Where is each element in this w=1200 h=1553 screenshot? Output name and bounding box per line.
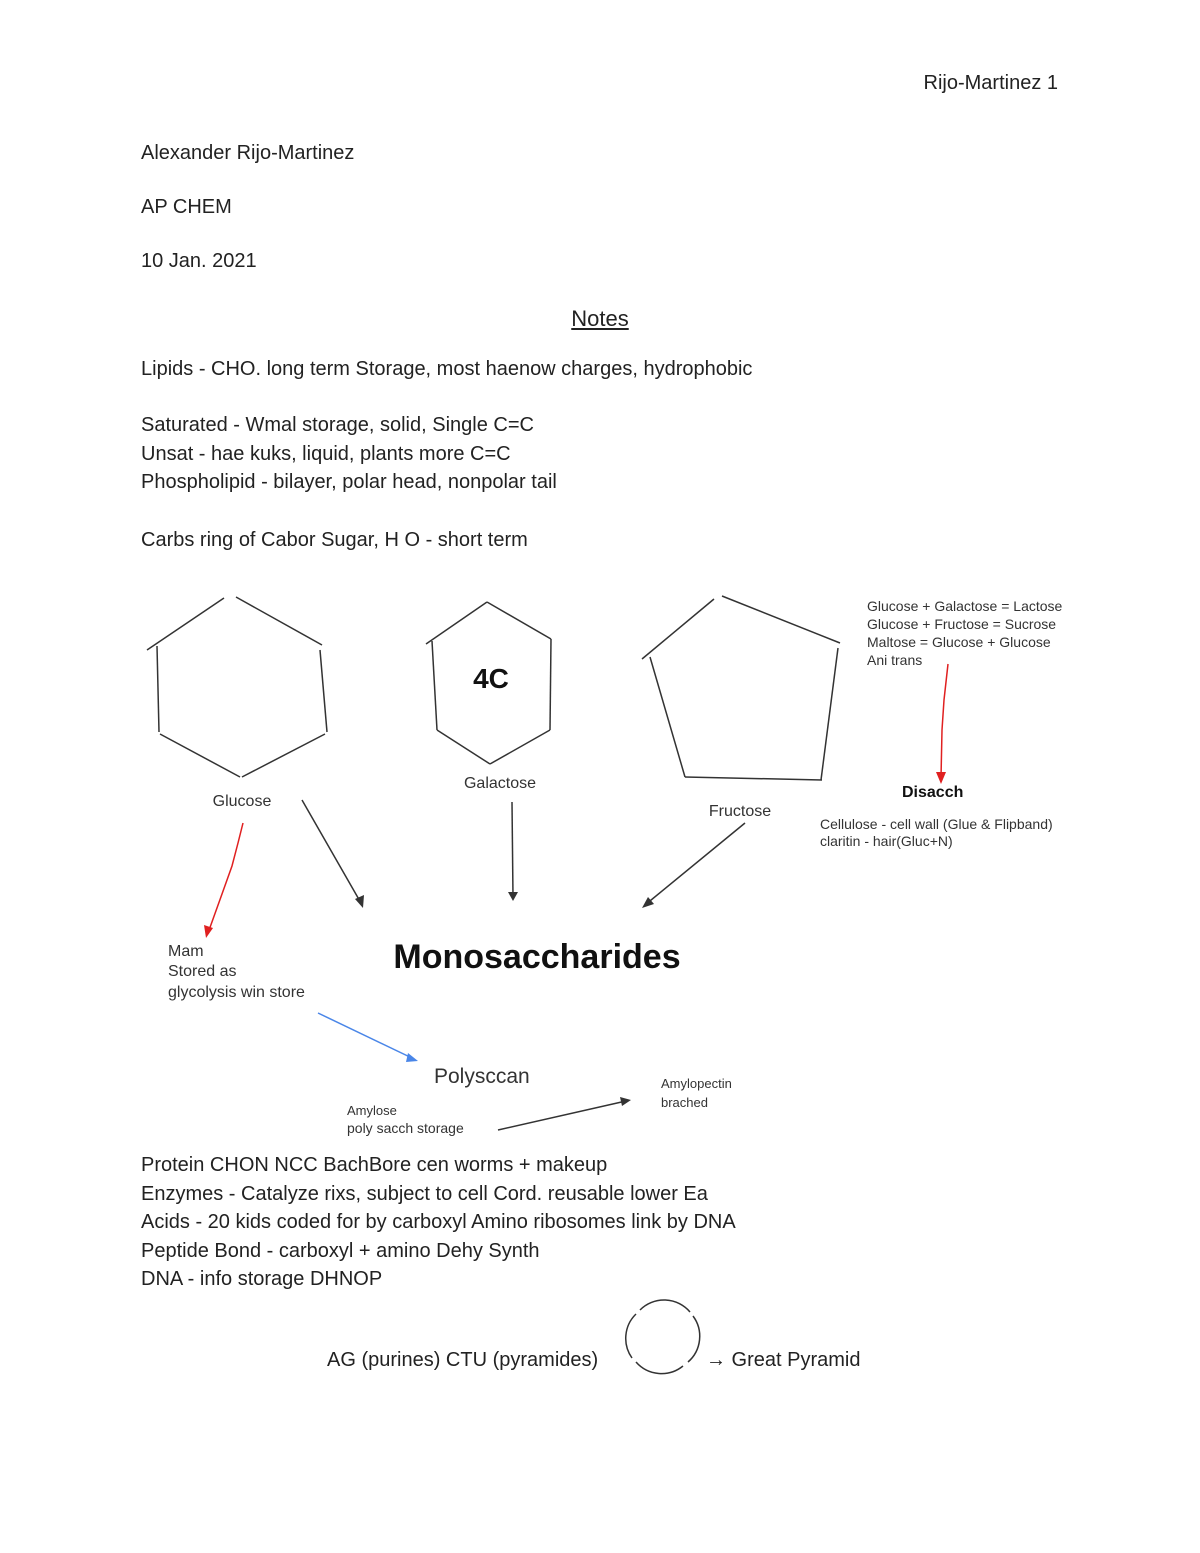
monosaccharides-label: Monosaccharides — [393, 938, 681, 976]
disacch-label: Disacch — [902, 784, 964, 801]
fructose-label: Fructose — [708, 803, 772, 820]
page-title-text: Notes — [571, 306, 629, 331]
author-name: Alexander Rijo-Martinez — [141, 142, 355, 164]
amylose-note-2: poly sacch storage — [347, 1120, 464, 1136]
great-pyramid-text: → Great Pyramid — [706, 1349, 861, 1371]
polysccan-label: Polysccan — [434, 1065, 530, 1088]
page-header-label: Rijo-Martinez 1 — [923, 72, 1058, 94]
disacch-note-2: Glucose + Fructose = Sucrose — [867, 616, 1057, 632]
glucose-label: Glucose — [212, 793, 272, 810]
fructose-to-mono-arrow — [642, 823, 745, 908]
protein-line-3: Acids - 20 kids coded for by carboxyl Amino ribosomes link by DNA — [141, 1211, 736, 1233]
protein-line-2: Enzymes - Catalyze rixs, subject to cell Cord. reusable lower Ea — [141, 1183, 708, 1205]
protein-line-1: Protein CHON NCC BachBore cen worms + makeup — [141, 1154, 608, 1176]
glucose-hexagon — [147, 597, 327, 777]
course-name: AP CHEM — [141, 196, 232, 218]
polysccan-blue-arrow — [318, 1013, 418, 1062]
amylopectin-note-2: brached — [661, 1095, 708, 1110]
amylose-note-1: Amylose — [347, 1103, 397, 1118]
protein-line-5: DNA - info storage DHNOP — [141, 1268, 383, 1290]
dna-circle — [626, 1300, 700, 1374]
mam-note-2: Stored as — [168, 963, 237, 980]
unsat-line: Unsat - hae kuks, liquid, plants more C=C — [141, 443, 511, 465]
bases-text: AG (purines) CTU (pyramides) — [327, 1349, 599, 1371]
protein-line-4: Peptide Bond - carboxyl + amino Dehy Synth — [141, 1240, 540, 1262]
carbs-line: Carbs ring of Cabor Sugar, H O - short term — [141, 529, 528, 551]
cellulose-note: Cellulose - cell wall (Glue & Flipband) — [820, 816, 1053, 832]
disacch-note-3: Maltose = Glucose + Glucose — [867, 634, 1051, 650]
phospholipid-line: Phospholipid - bilayer, polar head, nonpolar tail — [141, 471, 557, 493]
mam-note-3: glycolysis win store — [168, 984, 305, 1001]
fructose-pentagon — [642, 596, 840, 780]
galactose-to-mono-arrow — [508, 802, 518, 901]
disacch-red-arrow — [936, 664, 948, 784]
galactose-label: Galactose — [463, 775, 537, 792]
lipids-line: Lipids - CHO. long term Storage, most haenow charges, hydrophobic — [141, 358, 753, 380]
document-date: 10 Jan. 2021 — [141, 250, 257, 272]
glucose-red-arrow — [204, 823, 243, 938]
glucose-to-mono-arrow — [302, 800, 364, 908]
disacch-note-4: Ani trans — [867, 652, 923, 668]
galactose-ring-label: 4C — [473, 663, 509, 694]
amylose-to-amylopectin-arrow — [498, 1097, 631, 1130]
disacch-note-1: Glucose + Galactose = Lactose — [867, 598, 1063, 614]
mam-note-1: Mam — [168, 943, 204, 960]
claritin-note: claritin - hair(Gluc+N) — [820, 833, 953, 849]
amylopectin-note-1: Amylopectin — [661, 1076, 732, 1091]
saturated-line: Saturated - Wmal storage, solid, Single C=C — [141, 414, 534, 436]
